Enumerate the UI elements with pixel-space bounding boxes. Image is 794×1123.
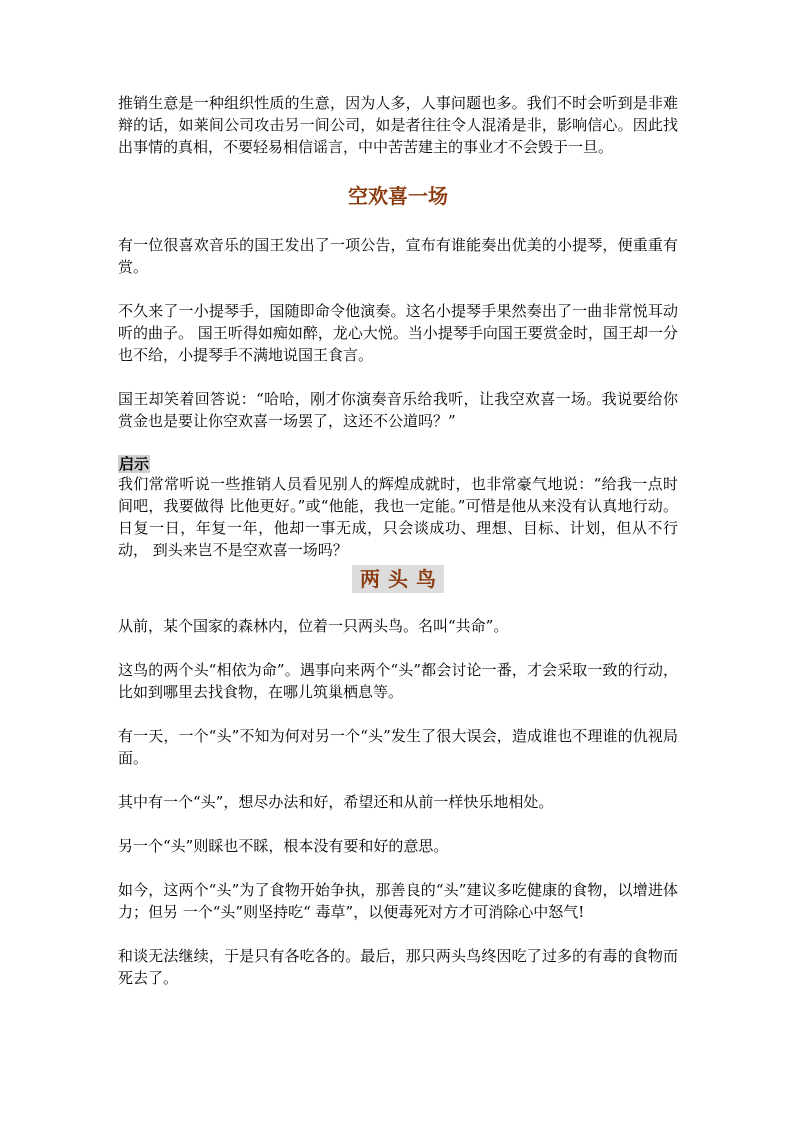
story-2-paragraph-6: 如今，这两个“头”为了食物开始争执，那善良的“头”建议多吃健康的食物，以增进体力；但另 一个“头”则坚持吃“ 毒草”，以便毒死对方才可消除心中怒气! bbox=[118, 881, 678, 921]
story-1-paragraph-1: 有一位很喜欢音乐的国王发出了一项公告，宣布有谁能奏出优美的小提琴，便重重有赏。 bbox=[118, 236, 678, 276]
story-2-paragraph-7: 和谈无法继续，于是只有各吃各的。最后，那只两头鸟终因吃了过多的有毒的食物而死去了。 bbox=[118, 947, 678, 987]
story-2-paragraph-2: 这鸟的两个头“相依为命”。遇事向来两个“头”都会讨论一番，才会采取一致的行动，比如到哪里去找食物，在哪儿筑巢栖息等。 bbox=[118, 661, 678, 701]
story-2-paragraph-3: 有一天，一个“头”不知为何对另一个“头”发生了很大误会，造成谁也不理谁的仇视局面。 bbox=[118, 727, 678, 767]
story-1-paragraph-2: 不久来了一小提琴手，国随即命令他演奏。这名小提琴手果然奏出了一曲非常悦耳动听的曲子。 国王听得如痴如醉，龙心大悦。当小提琴手向国王要赏金时，国王却一分也不给，小提琴手不满地说国王食言。 bbox=[118, 302, 678, 364]
story-2-paragraph-1: 从前，某个国家的森林内，位着一只两头鸟。名叫“共命”。 bbox=[118, 617, 509, 635]
lesson-paragraph: 我们常常听说一些推销人员看见别人的辉煌成就时，也非常豪气地说：“给我一点时间吧，我要做得 比他更好。”或“他能，我也一定能。”可惜是他从来没有认真地行动。日复一日，年复一年，他却一事无成，只会谈成功、理想、目标、计划，但从不行动， 到头来岂不是空欢喜一场吗？ bbox=[118, 475, 678, 559]
lesson-label-row bbox=[118, 454, 678, 473]
story-2-title bbox=[118, 565, 678, 593]
story-1-title bbox=[118, 182, 678, 210]
lesson-label: 启示 bbox=[119, 455, 150, 473]
intro-paragraph: 推销生意是一种组织性质的生意，因为人多，人事问题也多。我们不时会听到是非难辩的话，如莱间公司攻击另一间公司，如是者往往令人混淆是非，影响信心。因此找出事情的真相，不要轻易相信谣言，中中苦苦建主的事业才不会毁于一旦。 bbox=[118, 94, 678, 156]
story-2-title-text: 两头鸟 bbox=[352, 565, 444, 593]
story-1-paragraph-3: 国王却笑着回答说：“哈哈，刚才你演奏音乐给我听，让我空欢喜一场。我说要给你赏金也是要让你空欢喜一场罢了，这还不公道吗？” bbox=[118, 390, 678, 430]
story-2-paragraph-5: 另一个“头”则睬也不睬，根本没有要和好的意思。 bbox=[118, 837, 449, 855]
document-page bbox=[118, 92, 678, 989]
story-2-paragraph-4: 其中有一个“头”，想尽办法和好，希望还和从前一样快乐地相处。 bbox=[118, 793, 554, 811]
story-1-title-text: 空欢喜一场 bbox=[348, 184, 448, 208]
